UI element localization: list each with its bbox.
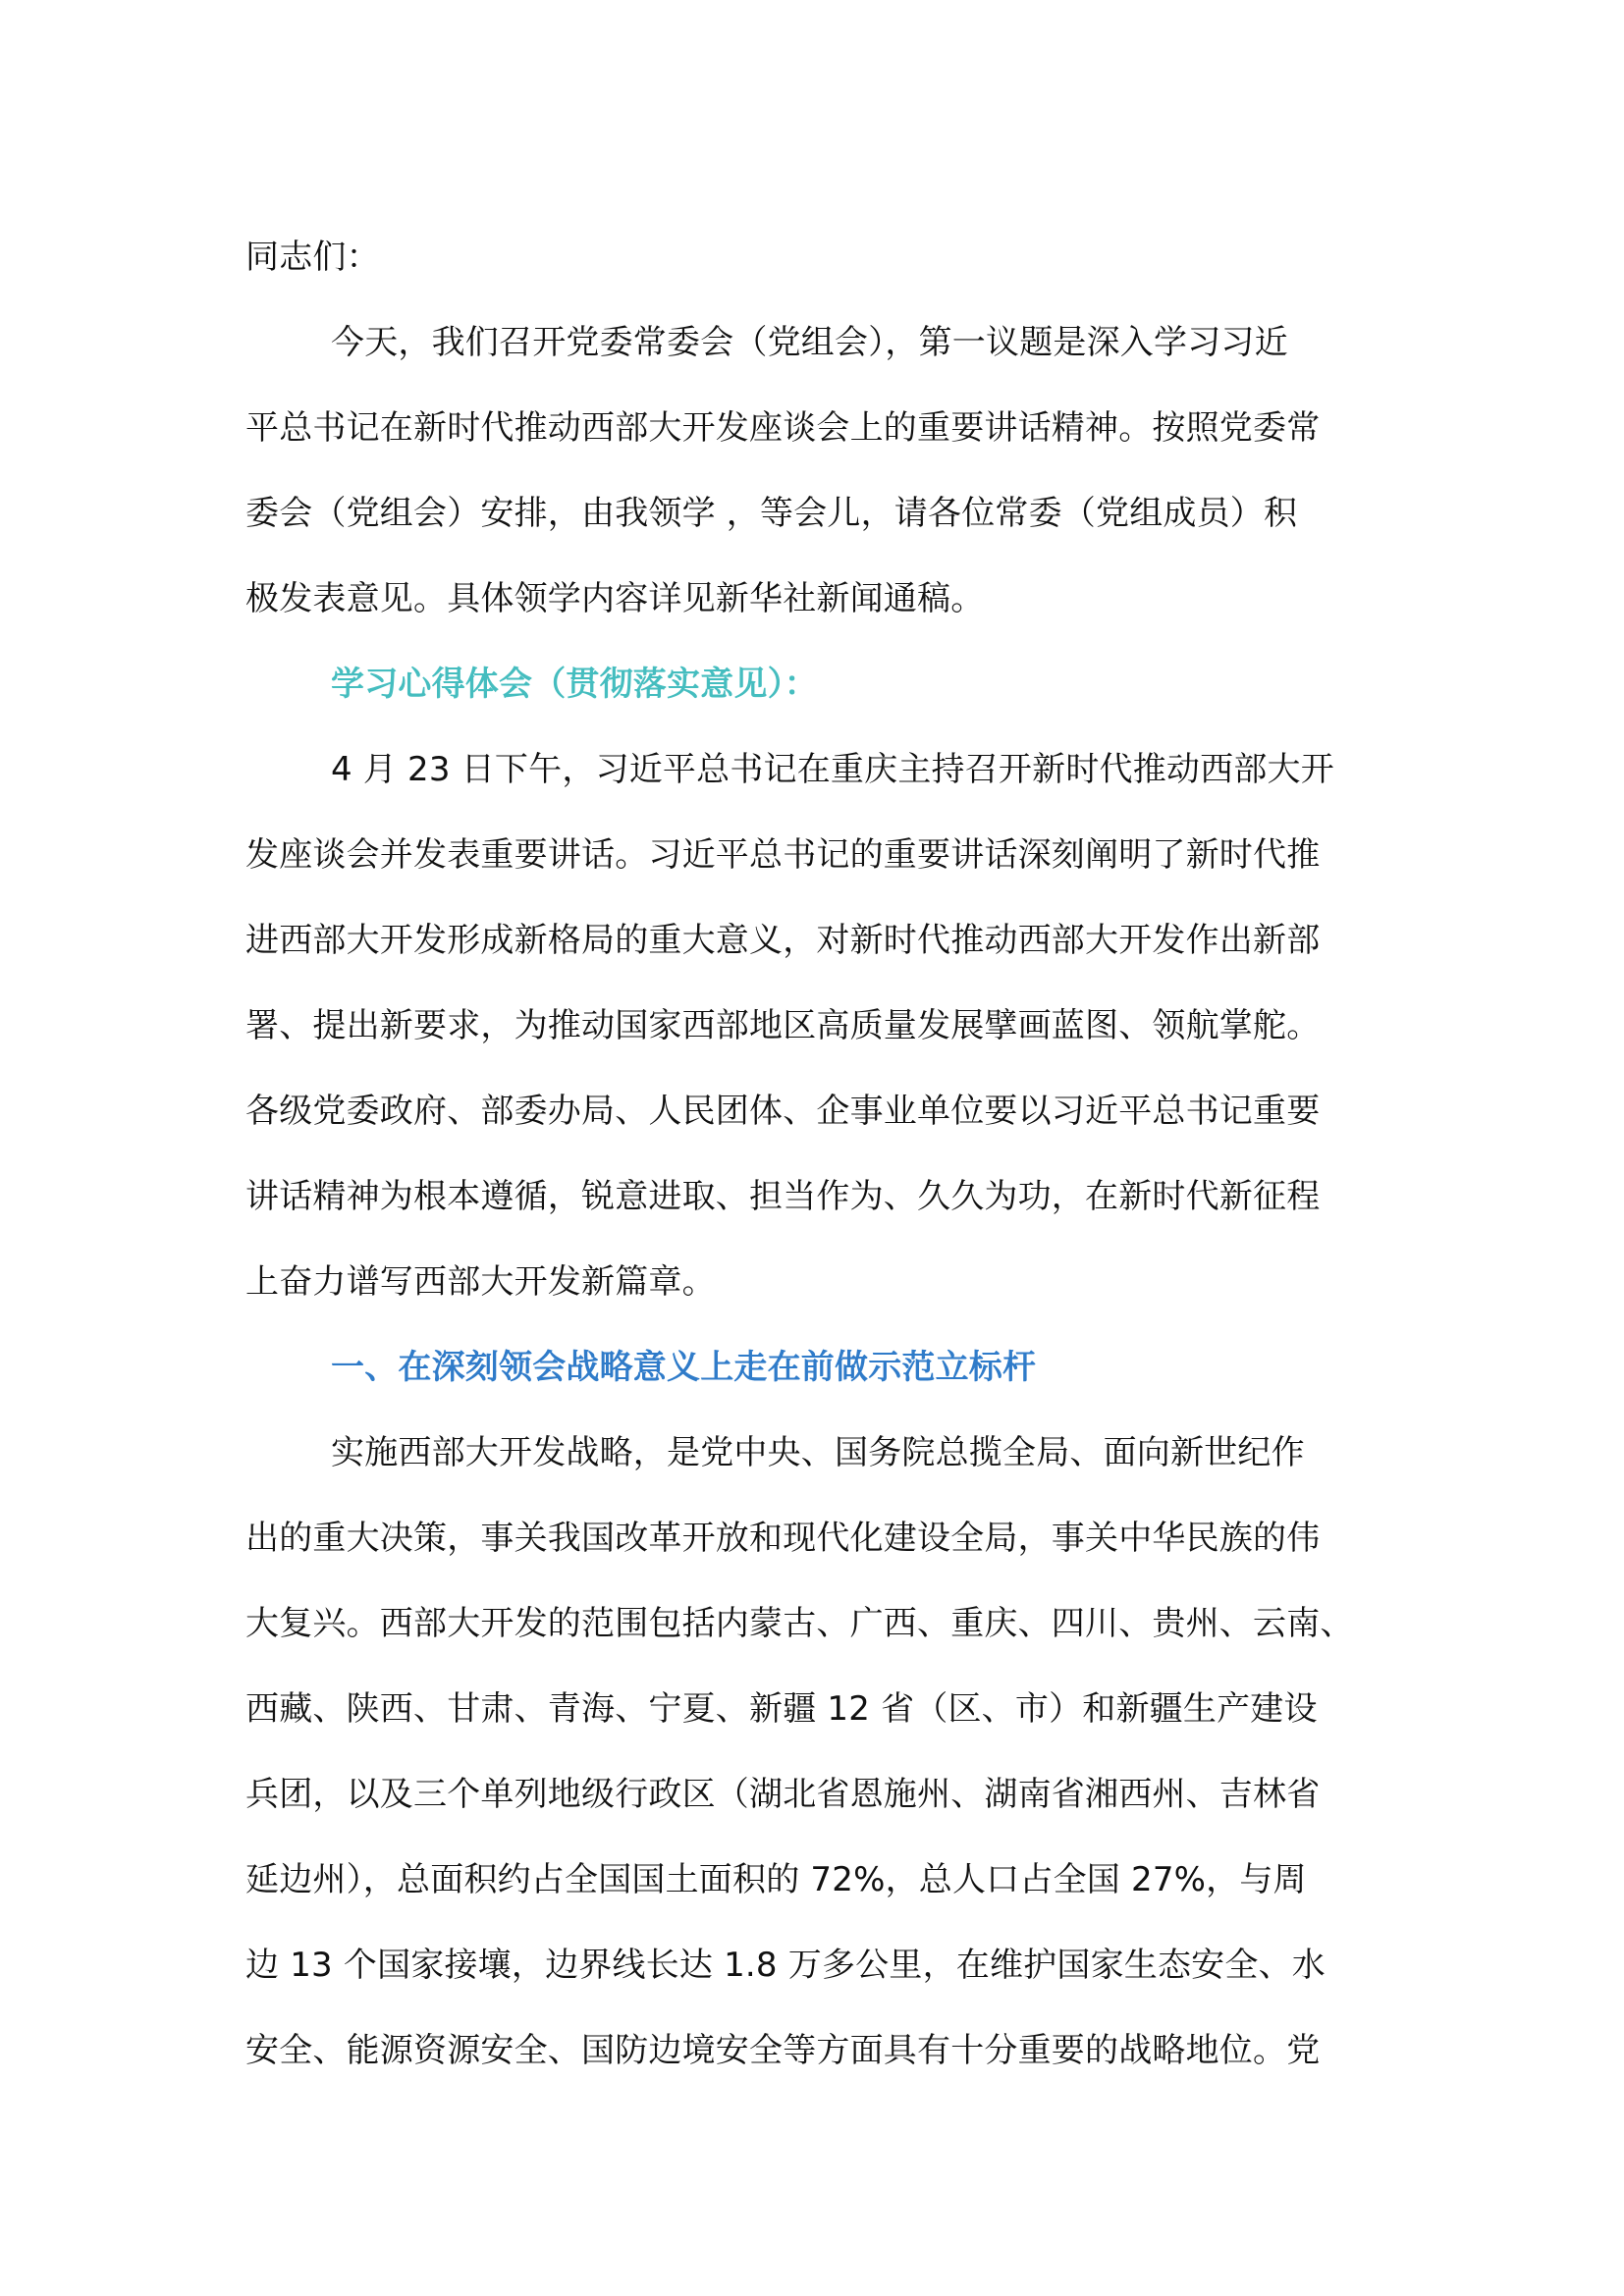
text-line: 大复兴。西部大开发的范围包括内蒙古、广西、重庆、四川、贵州、云南、	[245, 1604, 1354, 1643]
text-line: 安全、能源资源安全、国防边境安全等方面具有十分重要的战略地位。党	[245, 2031, 1321, 2070]
text-line: 上奋力谱写西部大开发新篇章。	[245, 1262, 716, 1302]
text-line: 发座谈会并发表重要讲话。习近平总书记的重要讲话深刻阐明了新时代推	[245, 835, 1321, 875]
text-line: 边 13 个国家接壤，边界线长达 1.8 万多公里，在维护国家生态安全、水	[245, 1946, 1326, 1985]
text-line: 委会（党组会）安排，由我领学 ，等会儿，请各位常委（党组成员）积	[245, 494, 1298, 533]
paragraph-2	[245, 1423, 1386, 2107]
text-line: 延边州），总面积约占全国国土面积的 72%，总人口占全国 27%，与周	[245, 1860, 1307, 1899]
paragraph-1	[245, 740, 1386, 1338]
text-line: 西藏、陕西、甘肃、青海、宁夏、新疆 12 省（区、市）和新疆生产建设	[245, 1689, 1318, 1729]
text-line: 出的重大决策，事关我国改革开放和现代化建设全局，事关中华民族的伟	[245, 1519, 1321, 1558]
text-line: 今天，我们召开党委常委会（党组会），第一议题是深入学习习近	[331, 323, 1288, 362]
text-line: 平总书记在新时代推动西部大开发座谈会上的重要讲话精神。按照党委常	[245, 408, 1321, 448]
text-line: 实施西部大开发战略，是党中央、国务院总揽全局、面向新世纪作	[331, 1433, 1305, 1472]
section-heading: 学习心得体会（贯彻落实意见）：	[331, 665, 818, 704]
text-line: 极发表意见。具体领学内容详见新华社新闻通稿。	[245, 579, 985, 618]
document-page	[245, 228, 1386, 2107]
intro-paragraph	[245, 313, 1386, 655]
text-line: 兵团，以及三个单列地级行政区（湖北省恩施州、湖南省湘西州、吉林省	[245, 1775, 1321, 1814]
text-line: 进西部大开发形成新格局的重大意义，对新时代推动西部大开发作出新部	[245, 921, 1321, 960]
subheading-1: 一、在深刻领会战略意义上走在前做示范立标杆	[331, 1348, 1037, 1387]
salutation: 同志们：	[245, 238, 380, 277]
text-line: 讲话精神为根本遵循，锐意进取、担当作为、久久为功，在新时代新征程	[245, 1177, 1321, 1216]
text-line: 署、提出新要求，为推动国家西部地区高质量发展擘画蓝图、领航掌舵。	[245, 1006, 1321, 1045]
text-line: 各级党委政府、部委办局、人民团体、企事业单位要以习近平总书记重要	[245, 1092, 1321, 1131]
text-line: 4 月 23 日下午，习近平总书记在重庆主持召开新时代推动西部大开	[331, 750, 1334, 789]
